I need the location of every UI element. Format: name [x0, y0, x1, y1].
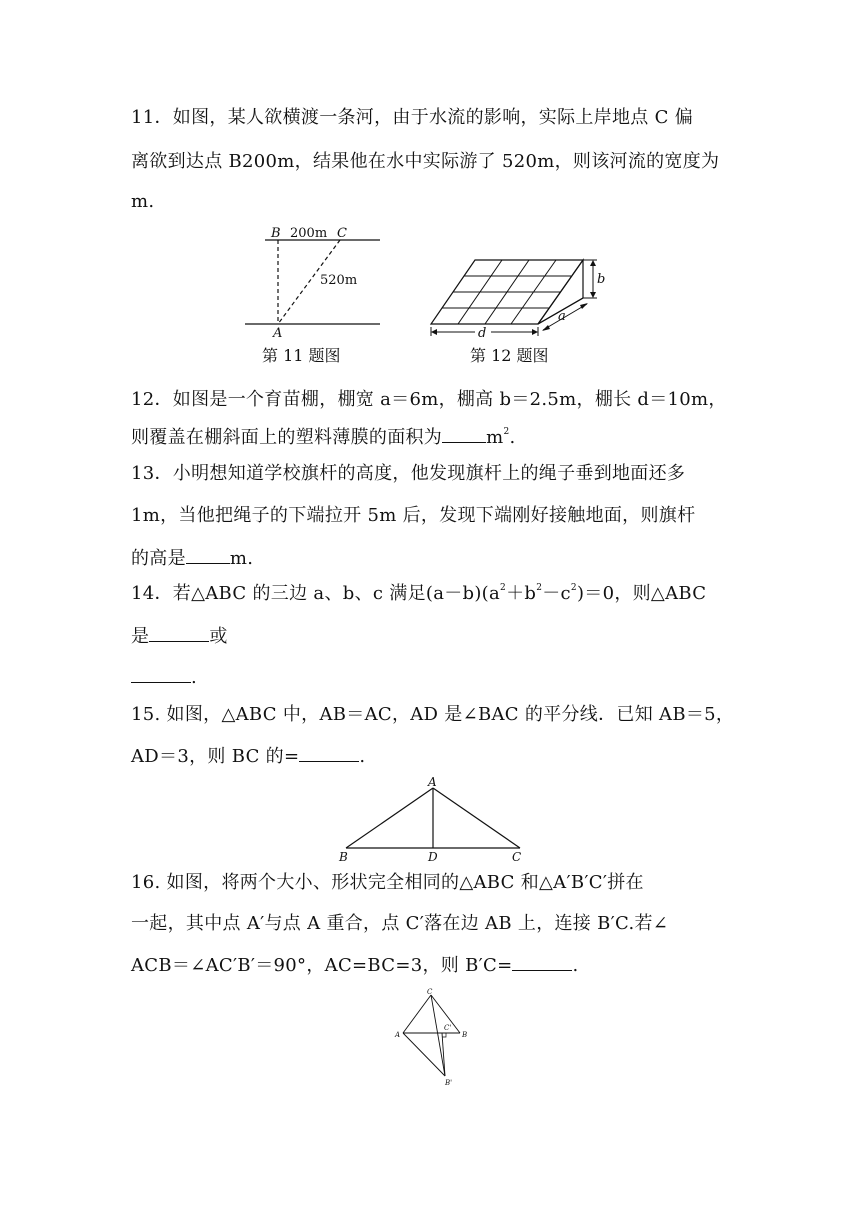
q14-line1 — [131, 582, 706, 606]
q15-line2 — [131, 743, 365, 769]
fig15-label-d: D — [428, 850, 438, 864]
q14-line1-a: 14．若△ABC 的三边 a、b、c 满足(a－b)(a — [131, 583, 501, 604]
q14-answer-blank-1 — [149, 623, 209, 642]
q14-line3-end: . — [191, 667, 198, 688]
q11-line3: m. — [131, 191, 155, 212]
fig15-label-c: C — [512, 850, 522, 864]
fig11-caption: 第 11 题图 — [262, 346, 341, 365]
fig11-label-a: A — [273, 326, 283, 341]
q14-line1-c: －c — [542, 583, 571, 604]
figure-15 — [336, 775, 532, 866]
fig16-label-bp: B' — [445, 1079, 453, 1087]
q16-line2: 一起，其中点 A′与点 A 重合，点 C′落在边 AB 上，连接 B′C.若∠ — [131, 913, 669, 934]
fig11-label-c: C — [337, 226, 347, 241]
q14-line3 — [131, 664, 197, 690]
q14-exp3: 2 — [570, 583, 577, 593]
fig12-label-a: a — [558, 309, 566, 324]
q12-unit: m — [486, 427, 504, 448]
q15-answer-blank — [299, 743, 359, 762]
q13-line3-end: m. — [229, 548, 254, 569]
q13-line2: 1m，当他把绳子的下端拉开 5m 后，发现下端刚好接触地面，则旗杆 — [131, 505, 696, 526]
q12-unit-exp: 2 — [503, 427, 510, 437]
q16-line3 — [131, 952, 579, 978]
q14-line2-end: 或 — [209, 626, 228, 647]
fig16-label-c: C — [427, 988, 433, 996]
q14-line1-b: ＋b — [506, 583, 537, 604]
figure-11 — [240, 222, 390, 342]
q14-exp1: 2 — [500, 583, 507, 593]
q13-line3-pre: 的高是 — [131, 548, 186, 569]
q14-line2 — [131, 623, 228, 649]
q12-answer-blank — [442, 424, 486, 443]
q13-answer-blank — [186, 545, 230, 564]
q12-line2 — [131, 424, 516, 450]
fig12-caption: 第 12 题图 — [470, 346, 549, 365]
q16-line3-pre: ACB＝∠AC′B′＝90°，AC=BC=3，则 B′C= — [131, 955, 513, 976]
q15-line2-pre: AD＝3，则 BC 的= — [131, 746, 300, 767]
q16-answer-blank — [512, 952, 572, 971]
q11-line2: 离欲到达点 B200m，结果他在水中实际游了 520m，则该河流的宽度为 — [131, 151, 720, 172]
q13-line3 — [131, 545, 253, 571]
q16-line3-end: . — [572, 955, 579, 976]
q14-exp2: 2 — [536, 583, 543, 593]
q13-line1: 13．小明想知道学校旗杆的高度，他发现旗杆上的绳子垂到地面还多 — [131, 463, 686, 484]
fig15-label-a: A — [428, 775, 437, 789]
figure-16 — [392, 986, 482, 1086]
fig11-label-b: B — [271, 226, 281, 241]
q12-line2-pre: 则覆盖在棚斜面上的塑料薄膜的面积为 — [131, 427, 443, 448]
fig11-dist-ac: 520m — [320, 273, 358, 288]
q11-line1: 11．如图，某人欲横渡一条河，由于水流的影响，实际上岸地点 C 偏 — [131, 107, 694, 128]
fig15-label-b: B — [339, 850, 348, 864]
fig12-label-d: d — [478, 326, 487, 341]
q14-line2-pre: 是 — [131, 626, 150, 647]
fig16-label-b: B — [462, 1031, 468, 1039]
q14-answer-blank-2 — [131, 664, 191, 683]
q14-line1-d: )＝0，则△ABC — [576, 583, 707, 604]
fig16-label-cp: C' — [444, 1024, 452, 1032]
q15-line2-end: . — [359, 746, 366, 767]
fig12-label-b: b — [597, 272, 606, 287]
q16-line1: 16. 如图，将两个大小、形状完全相同的△ABC 和△A′B′C′拼在 — [131, 872, 644, 893]
q12-line2-end: . — [509, 427, 516, 448]
q15-line1: 15. 如图，△ABC 中，AB＝AC，AD 是∠BAC 的平分线．已知 AB＝5， — [131, 704, 735, 725]
q12-line1: 12．如图是一个育苗棚，棚宽 a＝6m，棚高 b＝2.5m，棚长 d＝10m， — [131, 389, 727, 410]
fig11-dist-bc: 200m — [290, 226, 328, 241]
figure-12 — [425, 250, 615, 345]
fig16-label-a: A — [395, 1031, 401, 1039]
